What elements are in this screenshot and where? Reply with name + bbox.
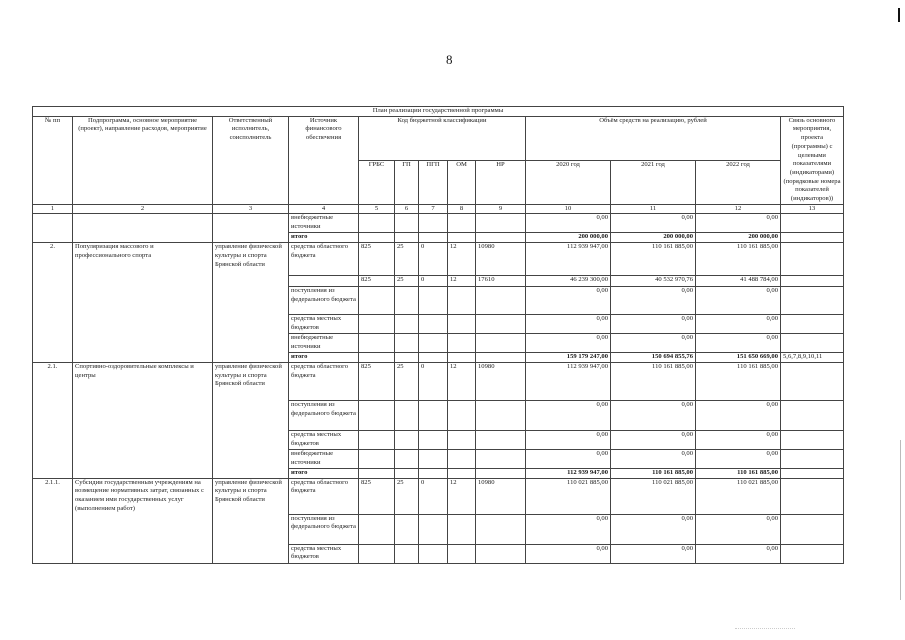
table-caption-row [33, 107, 844, 117]
code-grbs: 825 [359, 276, 395, 287]
table-caption: План реализации государственной программы [33, 107, 844, 117]
header-responsible: Ответственный исполнитель, соисполнитель [213, 116, 289, 204]
amount-2020: 0,00 [526, 544, 611, 563]
scan-edge-mark [898, 8, 900, 22]
amount-2020: 0,00 [526, 514, 611, 544]
code-om: 12 [448, 478, 476, 514]
amount-2022: 0,00 [696, 514, 781, 544]
col-number: 10 [526, 204, 611, 214]
amount-2021: 110 021 885,00 [611, 478, 696, 514]
header-subprogram: Подпрограмма, основное мероприятие (проект), направление расходов, мероприятие [73, 116, 213, 204]
amount-2020: 112 939 947,00 [526, 243, 611, 276]
col-number: 2 [73, 204, 213, 214]
amount-2021: 0,00 [611, 400, 696, 430]
amount-2020: 110 021 885,00 [526, 478, 611, 514]
amount-2020: 0,00 [526, 287, 611, 315]
activity-name: Субсидии государственным учреждениям на возмещение нормативных затрат, связанных с оказанием ими государственных услуг (выполнением работ) [73, 478, 213, 563]
funding-source: средства областного бюджета [289, 362, 359, 400]
amount-2021: 0,00 [611, 287, 696, 315]
col-number: 5 [359, 204, 395, 214]
amount-2021: 0,00 [611, 315, 696, 334]
code-gp: 25 [395, 362, 419, 400]
funding-source: внебюджетные источники [289, 334, 359, 353]
code-np: 17610 [476, 276, 526, 287]
amount-2022: 0,00 [696, 430, 781, 449]
code-om: 12 [448, 276, 476, 287]
funding-source: средства областного бюджета [289, 478, 359, 514]
code-grbs: 825 [359, 243, 395, 276]
col-number: 11 [611, 204, 696, 214]
header-volume: Объём средств на реализацию, рублей [526, 116, 781, 160]
page-number: 8 [446, 52, 453, 67]
table-row [33, 478, 844, 514]
funding-source: поступления из федерального бюджета [289, 287, 359, 315]
amount-2020: 0,00 [526, 214, 611, 233]
responsible-executor: управление физической культуры и спорта Брянской области [213, 362, 289, 478]
funding-source: средства местных бюджетов [289, 315, 359, 334]
header-budget-code: Код бюджетной классификации [359, 116, 526, 160]
funding-source: средства областного бюджета [289, 243, 359, 276]
code-grbs: 825 [359, 478, 395, 514]
row-number: 2.1. [33, 362, 73, 478]
funding-source: итого [289, 468, 359, 478]
header-gp: ГП [395, 160, 419, 204]
col-number: 3 [213, 204, 289, 214]
funding-source: поступления из федерального бюджета [289, 514, 359, 544]
code-pgp: 0 [419, 362, 448, 400]
amount-2022: 110 161 885,00 [696, 243, 781, 276]
funding-source: внебюджетные источники [289, 449, 359, 468]
amount-2020: 112 939 947,00 [526, 362, 611, 400]
amount-2021: 40 532 970,76 [611, 276, 696, 287]
funding-source: внебюджетные источники [289, 214, 359, 233]
header-om: ОМ [448, 160, 476, 204]
amount-2022: 0,00 [696, 334, 781, 353]
amount-2022: 110 161 885,00 [696, 362, 781, 400]
total-2022: 110 161 885,00 [696, 468, 781, 478]
amount-2021: 0,00 [611, 334, 696, 353]
code-np: 10980 [476, 362, 526, 400]
header-2020: 2020 год [526, 160, 611, 204]
amount-2021: 0,00 [611, 430, 696, 449]
header-2022: 2022 год [696, 160, 781, 204]
amount-2021: 0,00 [611, 544, 696, 563]
total-2021: 200 000,00 [611, 233, 696, 243]
code-grbs: 825 [359, 362, 395, 400]
code-np: 10980 [476, 243, 526, 276]
code-om: 12 [448, 362, 476, 400]
col-number: 12 [696, 204, 781, 214]
col-number: 7 [419, 204, 448, 214]
col-number: 8 [448, 204, 476, 214]
total-2021: 110 161 885,00 [611, 468, 696, 478]
amount-2022: 0,00 [696, 287, 781, 315]
total-2022: 151 650 669,00 [696, 353, 781, 363]
col-number: 9 [476, 204, 526, 214]
amount-2022: 0,00 [696, 315, 781, 334]
table-row [33, 243, 844, 276]
table-row [33, 214, 844, 233]
code-om: 12 [448, 243, 476, 276]
amount-2020: 0,00 [526, 400, 611, 430]
code-gp: 25 [395, 276, 419, 287]
indicator-link: 5,6,7,8,9,10,11 [781, 353, 844, 363]
scan-edge-line [900, 440, 901, 600]
amount-2022: 41 488 784,00 [696, 276, 781, 287]
amount-2020: 0,00 [526, 315, 611, 334]
col-number: 1 [33, 204, 73, 214]
total-2020: 112 939 947,00 [526, 468, 611, 478]
header-np: НР [476, 160, 526, 204]
responsible-executor: управление физической культуры и спорта Брянской области [213, 243, 289, 363]
amount-2020: 0,00 [526, 430, 611, 449]
amount-2022: 110 021 885,00 [696, 478, 781, 514]
amount-2021: 0,00 [611, 449, 696, 468]
amount-2021: 110 161 885,00 [611, 362, 696, 400]
code-gp: 25 [395, 478, 419, 514]
amount-2021: 0,00 [611, 514, 696, 544]
amount-2022: 0,00 [696, 544, 781, 563]
amount-2022: 0,00 [696, 449, 781, 468]
header-pgp: ПГП [419, 160, 448, 204]
code-pgp: 0 [419, 243, 448, 276]
funding-source: поступления из федерального бюджета [289, 400, 359, 430]
table-row [33, 362, 844, 400]
activity-name: Популяризация массового и профессионального спорта [73, 243, 213, 363]
code-pgp: 0 [419, 276, 448, 287]
header-2021: 2021 год [611, 160, 696, 204]
responsible-executor: управление физической культуры и спорта Брянской области [213, 478, 289, 563]
activity-name: Спортивно-оздоровительные комплексы и центры [73, 362, 213, 478]
scan-noise [735, 628, 795, 630]
amount-2020: 46 239 300,00 [526, 276, 611, 287]
funding-source: итого [289, 233, 359, 243]
funding-source: средства местных бюджетов [289, 544, 359, 563]
row-number: 2. [33, 243, 73, 363]
amount-2020: 0,00 [526, 449, 611, 468]
header-source: Источник финансового обеспечения [289, 116, 359, 204]
amount-2022: 0,00 [696, 214, 781, 233]
total-2021: 150 694 855,76 [611, 353, 696, 363]
total-2022: 200 000,00 [696, 233, 781, 243]
amount-2021: 110 161 885,00 [611, 243, 696, 276]
total-2020: 200 000,00 [526, 233, 611, 243]
code-np: 10980 [476, 478, 526, 514]
row-number: 2.1.1. [33, 478, 73, 563]
code-gp: 25 [395, 243, 419, 276]
column-number-row [33, 204, 844, 214]
funding-source: средства местных бюджетов [289, 430, 359, 449]
amount-2022: 0,00 [696, 400, 781, 430]
col-number: 13 [781, 204, 844, 214]
total-2020: 159 179 247,00 [526, 353, 611, 363]
col-number: 6 [395, 204, 419, 214]
amount-2021: 0,00 [611, 214, 696, 233]
header-link: Связь основного мероприятия, проекта (программы) с целевыми показателями (индикаторами) (порядковые номера показателей (индикаторов)) [781, 116, 844, 204]
funding-source: итого [289, 353, 359, 363]
header-grbs: ГРБС [359, 160, 395, 204]
header-num: № пп [33, 116, 73, 204]
amount-2020: 0,00 [526, 334, 611, 353]
program-plan-table [32, 106, 844, 564]
header-row-1 [33, 116, 844, 160]
code-pgp: 0 [419, 478, 448, 514]
col-number: 4 [289, 204, 359, 214]
